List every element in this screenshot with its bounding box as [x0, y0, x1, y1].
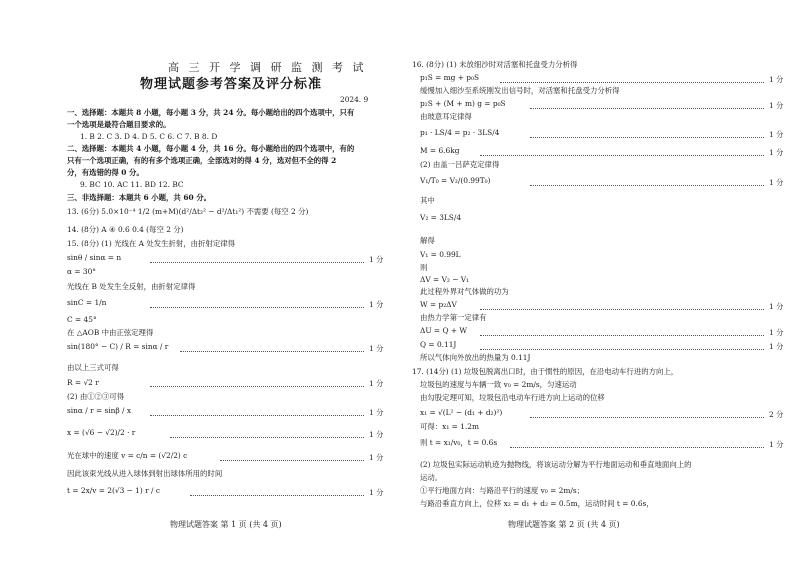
q15-eq2: α = 30° [67, 267, 96, 276]
leader-dots [530, 108, 764, 109]
q16-line7: 解得 [420, 236, 435, 245]
score-mark: 1 分 [769, 148, 784, 157]
q17-eq5: 则 t = x₁/v₀，t = 0.6s [420, 438, 498, 447]
q16-line2: 缓慢加入细沙至系统刚发出信号时，对活塞和托盘受力分析得 [420, 86, 620, 95]
section1-heading: 一、选择题：本题共 8 小题，每小题 3 分，共 24 分。每小题给出的四个选项中，只有 [67, 108, 355, 117]
q15-eq10: t = 2x/v = 2(√3 − 1) r / c [67, 486, 160, 495]
q17-eq4: 可得：x₁ = 1.2m [420, 422, 479, 431]
q16-eq10: ΔU = Q + W [420, 326, 468, 335]
q16-eq7: V₁ = 0.99L [420, 250, 461, 259]
section1-heading-cont: 一个选项是最符合题目要求的。 [67, 120, 171, 129]
q15-eq7: sinα / r = sinβ / x [67, 406, 132, 415]
leader-dots [530, 417, 764, 418]
q16-eq3: p₁ · LS/4 = p₂ · 3LS/4 [420, 128, 500, 137]
q16-line6: 其中 [420, 196, 435, 205]
leader-dots [480, 349, 764, 350]
section2-answers: 9. BC 10. AC 11. BD 12. BC [80, 180, 184, 189]
leader-dots [480, 335, 764, 336]
q16-line8: 则 [420, 263, 428, 272]
score-mark: 1 分 [369, 300, 384, 309]
score-mark: 1 分 [769, 440, 784, 449]
q15-eq8: x = (√6 − √2)/2 · r [67, 428, 136, 437]
leader-dots [150, 262, 364, 263]
score-mark: 1 分 [769, 178, 784, 187]
q15-line6: 由以上三式可得 [67, 363, 119, 372]
q15-eq6: R = √2 r [67, 378, 99, 387]
q16-intro: 16. (8分) (1) 未放细沙时对活塞和托盘受力分析得 [412, 60, 578, 69]
score-mark: 2 分 [769, 410, 784, 419]
q16-line10: 由热力学第一定律有 [420, 313, 487, 322]
q16-eq6: V₂ = 3LS/4 [420, 213, 462, 222]
section3-heading: 三、非选择题：本题共 6 小题，共 60 分。 [67, 193, 211, 202]
q16-eq5: V₁/T₀ = V₂/(0.99T₀) [420, 176, 491, 185]
document-title: 物理试题参考答案及评分标准 [140, 77, 323, 92]
score-mark: 1 分 [369, 344, 384, 353]
score-mark: 1 分 [369, 430, 384, 439]
score-mark: 1 分 [369, 255, 384, 264]
q15-line3: 光线在 B 处发生全反射，由折射定律得 [67, 282, 196, 291]
leader-dots [180, 351, 364, 352]
q17-line9: 与路沿垂直方向上，位移 x₂ = d₁ + d₂ = 0.5m，运动时间 t = 0.6s， [420, 499, 654, 508]
leader-dots [480, 155, 764, 156]
q17-line6: (2) 垃圾包实际运动轨迹为抛物线，将该运动分解为平行地面运动和垂直地面向上的 [420, 460, 692, 469]
q15-line10: 因此该束光线从进入球体到射出球体所用的时间 [67, 469, 223, 478]
section2-heading: 二、选择题：本题共 4 小题，每小题 4 分，共 16 分。每小题给出的四个选项中，有的 [67, 144, 355, 153]
score-mark: 1 分 [769, 130, 784, 139]
leader-dots [220, 460, 364, 461]
exam-date: 2024. 9 [340, 95, 369, 104]
score-mark: 1 分 [769, 302, 784, 311]
q16-line12: 所以气体向外放出的热量为 0.11J [420, 353, 531, 362]
leader-dots [530, 137, 764, 138]
q15-line5: 在 △AOB 中由正弦定理得 [67, 328, 154, 337]
q16-eq11: Q = 0.11J [420, 340, 457, 349]
page-footer: 物理试题答案 第 2 页 (共 4 页) [508, 520, 620, 529]
score-mark: 1 分 [369, 408, 384, 417]
q17-line3: 由勾股定理可知，垃圾包沿电动车行进方向上运动的位移 [420, 393, 605, 402]
score-mark: 1 分 [769, 342, 784, 351]
q13-answer: 13. (6分) 5.0×10⁻⁴ 1/2 (m+M)(d²/Δt₂² − d²/Δt₁²) 不需要 (每空 2 分) [67, 207, 309, 216]
q14-answer: 14. (8分) A ④ 0.6 0.4 (每空 2 分) [67, 225, 184, 234]
page-footer: 物理试题答案 第 1 页 (共 4 页) [170, 520, 282, 529]
answer-page-2 [400, 0, 800, 566]
q16-eq8: ΔV = V₂ − V₁ [420, 275, 470, 284]
q16-eq9: W = p₂ΔV [420, 300, 457, 309]
q15-eq3: sinC = 1/n [67, 298, 107, 307]
q15-eq1: sinθ / sinα = n [67, 253, 122, 262]
leader-dots [190, 495, 364, 496]
exam-title: 高 三 开 学 调 研 监 测 考 试 [168, 61, 367, 74]
q15-intro: 15. (8分) (1) 光线在 A 处发生折射，由折射定律得 [67, 239, 236, 248]
leader-dots [500, 82, 764, 83]
q17-line7: 运动。 [420, 473, 443, 482]
leader-dots [150, 415, 364, 416]
q16-eq2: p₂S + (M + m) g = p₀S [420, 99, 506, 108]
leader-dots [150, 307, 364, 308]
score-mark: 1 分 [369, 453, 384, 462]
score-mark: 1 分 [769, 328, 784, 337]
leader-dots [150, 386, 364, 387]
leader-dots [510, 447, 764, 448]
q16-line3: 由玻意耳定律得 [420, 112, 472, 121]
score-mark: 1 分 [769, 101, 784, 110]
score-mark: 1 分 [369, 488, 384, 497]
q15-eq5: sin(180° − C) / R = sinα / r [67, 342, 169, 351]
q17-intro: 17. (14分) (1) 垃圾包脱离出口时，由于惯性的原因，在沿电动车行进的方向上， [412, 367, 679, 376]
q17-eq3: x₁ = √(L² − (d₁ + d₂)²) [420, 408, 503, 417]
leader-dots [530, 185, 764, 186]
leader-dots [480, 309, 764, 310]
q15-line9: 光在球中的速度 v = c/n = (√2/2) c [67, 451, 188, 460]
q16-eq1: p₁S = mg + p₀S [420, 73, 480, 82]
section2-heading-cont: 只有一个选项正确，有的有多个选项正确，全部选对的得 4 分，选对但不全的得 2 [67, 156, 337, 165]
q16-line5: (2) 由盖一吕萨克定律得 [420, 160, 500, 169]
score-mark: 1 分 [369, 379, 384, 388]
leader-dots [170, 437, 364, 438]
q17-line8: ①平行地面方向：与路沿平行的速度 v₀ = 2m/s； [420, 486, 585, 495]
q15-eq4: C = 45° [67, 315, 97, 324]
q16-line9: 此过程外界对气体做的功为 [420, 287, 509, 296]
section1-answers: 1. B 2. C 3. D 4. D 5. C 6. C 7. B 8. D [80, 132, 218, 141]
section2-heading-cont2: 分，有选错的得 0 分。 [67, 168, 144, 177]
score-mark: 1 分 [769, 75, 784, 84]
q15-line7: (2) 由①②③可得 [67, 392, 125, 401]
q17-line2: 垃圾包的速度与车辆一致 v₀ = 2m/s，匀速运动 [420, 380, 577, 389]
q16-eq4: M = 6.6kg [420, 146, 460, 155]
